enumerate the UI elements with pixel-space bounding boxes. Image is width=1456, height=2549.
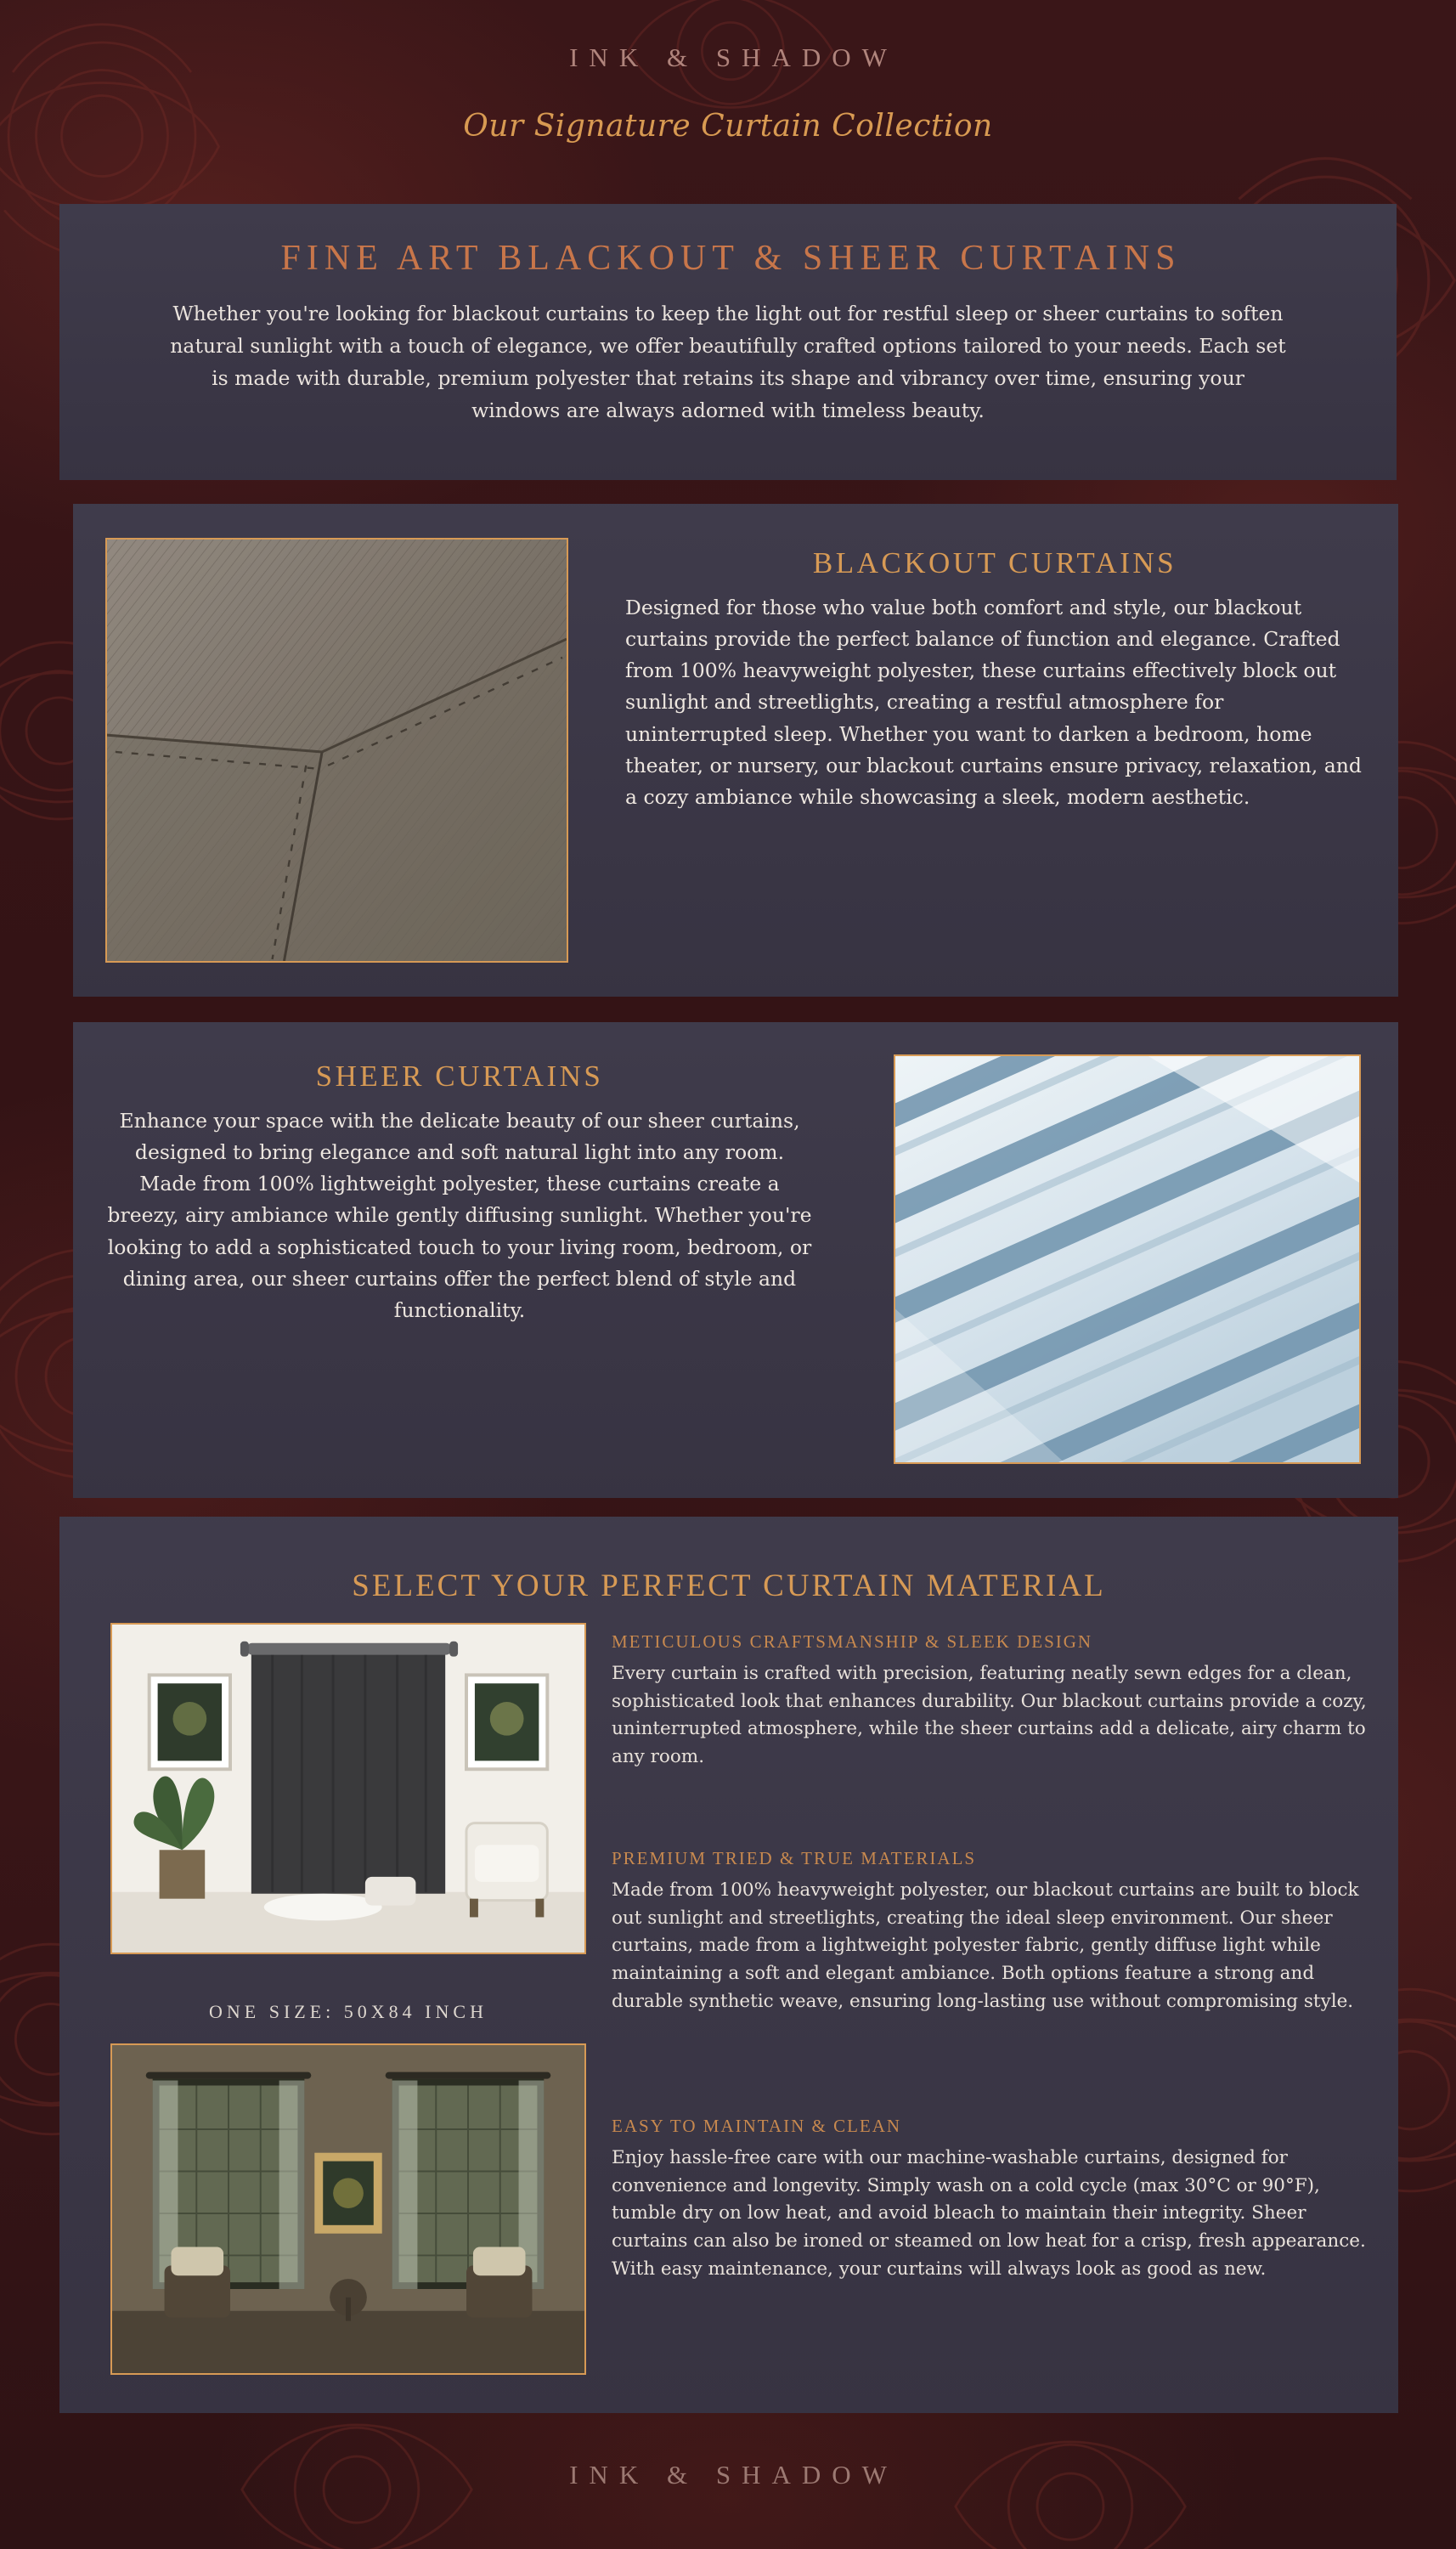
feature-body: Made from 100% heavyweight polyester, our blackout curtains are built to block out sunlight and streetlights, creating the ideal sleep environment. Our sheer curtains, made from a lightweight polyester fabric, gently diffuse light while maintaining a soft and elegant ambiance. Both options feature a strong and durable synthetic weave, ensuring long-lasting use without compromising style. <box>612 1879 1359 2012</box>
brand-name-top: INK & SHADOW <box>569 42 898 72</box>
select-material-title: SELECT YOUR PERFECT CURTAIN MATERIAL <box>352 1568 1106 1603</box>
blackout-body: Designed for those who value both comfort and style, our blackout curtains provide the perfect balance of function and elegance. Crafted from 100% heavyweight polyester, these curtains effectively block out sunlight and streetlights, creating a restful atmosphere for uninterrupted sleep. Whether you want to darken a bedroom, home theater, or nursery, our blackout curtains ensure privacy, relaxation, and a cozy ambiance while showcasing a sleek, modern aesthetic. <box>625 596 1362 809</box>
intro-body: Whether you're looking for blackout curtains to keep the light out for restful sleep or sheer curtains to soften natural sunlight with a touch of elegance, we offer beautifully crafted options tailored to your needs. Each set is made with durable, premium polyester that retains its shape and vibrancy over time, ensuring your windows are always adorned with timeless beauty. <box>170 302 1286 423</box>
feature-maintenance <box>612 2116 1376 2283</box>
sheer-fabric-image <box>894 1054 1361 1464</box>
feature-body: Every curtain is crafted with precision, featuring neatly sewn edges for a clean, sophisticated look that enhances durability. Our blackout curtains provide a cozy, uninterrupted atmosphere, while the sheer curtains add a delicate, airy charm to any room. <box>612 1663 1367 1768</box>
blackout-title: BLACKOUT CURTAINS <box>812 546 1177 579</box>
sheer-title: SHEER CURTAINS <box>315 1060 604 1093</box>
blackout-fabric-image <box>105 538 568 963</box>
feature-body: Enjoy hassle-free care with our machine-washable curtains, designed for convenience and longevity. Simply wash on a cold cycle (max 30°C or 90°F), tumble dry on low heat, and avoid bleach to maintain their integrity. Sheer curtains can also be ironed or steamed on low heat for a crisp, fresh appearance. With easy maintenance, your curtains will always look as good as new. <box>612 2147 1366 2280</box>
sheer-room-image <box>110 2043 586 2375</box>
brand-name-bottom: INK & SHADOW <box>569 2460 898 2490</box>
brand-tagline: Our Signature Curtain Collection <box>463 109 993 144</box>
feature-title: METICULOUS CRAFTSMANSHIP & SLEEK DESIGN <box>612 1631 1093 1652</box>
sheer-text-block <box>107 1060 812 1326</box>
blackout-section <box>73 504 1398 997</box>
sheer-body: Enhance your space with the delicate beauty of our sheer curtains, designed to bring elegance and soft natural light into any room. Made from 100% lightweight polyester, these curtains create a breezy, airy ambiance while gently diffusing sunlight. Whether you're looking to add a sophisticated touch to your living room, bedroom, or dining area, our sheer curtains offer the perfect blend of style and functionality. <box>107 1109 812 1322</box>
feature-title: EASY TO MAINTAIN & CLEAN <box>612 2116 902 2136</box>
blackout-room-image <box>110 1623 586 1954</box>
intro-title: FINE ART BLACKOUT & SHEER CURTAINS <box>280 239 1182 278</box>
intro-panel <box>59 204 1397 480</box>
feature-craftsmanship <box>612 1631 1376 1772</box>
size-label: ONE SIZE: 50X84 INCH <box>209 2001 488 2022</box>
feature-materials <box>612 1848 1376 2015</box>
feature-title: PREMIUM TRIED & TRUE MATERIALS <box>612 1848 977 1868</box>
sheer-section <box>73 1022 1398 1498</box>
blackout-text-block <box>625 546 1364 813</box>
